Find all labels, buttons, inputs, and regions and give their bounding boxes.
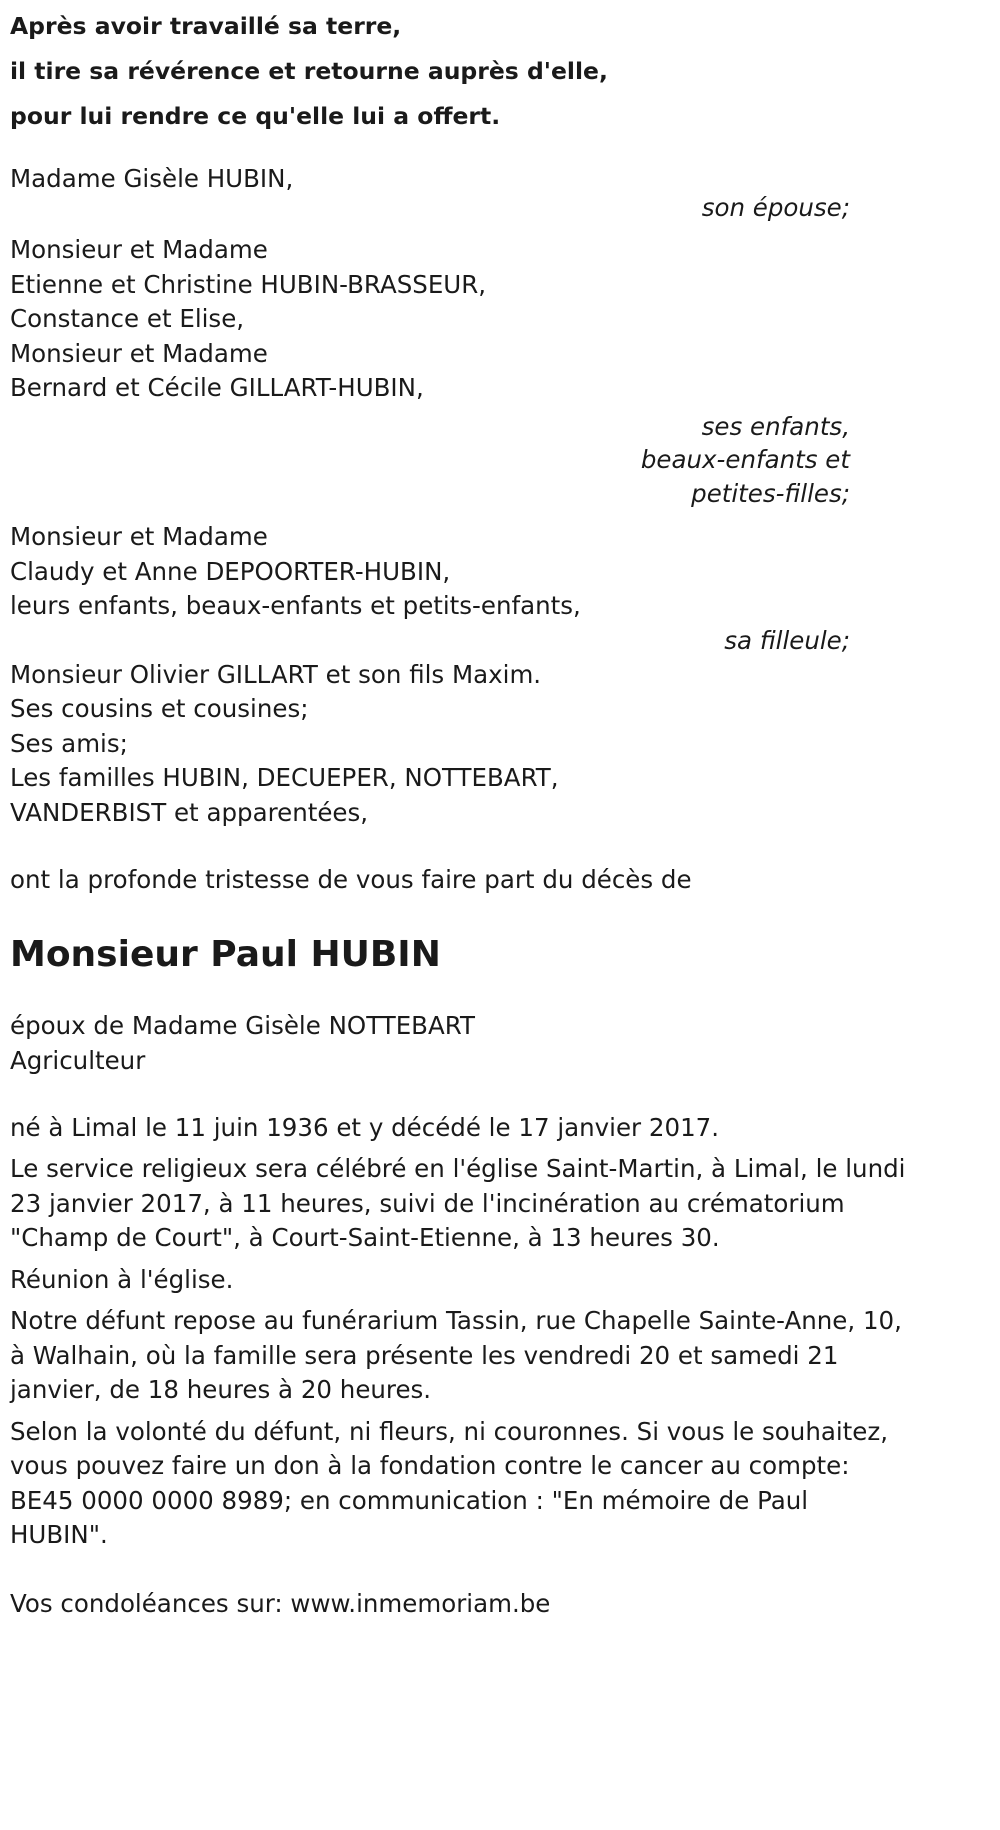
birth-death: né à Limal le 11 juin 1936 et y décédé le 17 janvier 2017. xyxy=(10,1113,720,1142)
paragraph-line: Le service religieux sera célébré en l'église Saint-Martin, à Limal, le lundi xyxy=(10,1154,906,1183)
family-line: Monsieur Olivier GILLART et son fils Maxim. xyxy=(10,659,542,689)
paragraph-line: janvier, de 18 heures à 20 heures. xyxy=(10,1375,432,1404)
epigraph xyxy=(10,0,990,139)
donation-paragraph xyxy=(10,1415,990,1553)
epigraph-line: Après avoir travaillé sa terre, xyxy=(10,12,402,40)
family-line: Monsieur et Madame xyxy=(10,522,268,551)
announcement: ont la profonde tristesse de vous faire part du décès de xyxy=(10,865,692,894)
epigraph-line: pour lui rendre ce qu'elle lui a offert. xyxy=(10,102,501,130)
deceased-occupation: Agriculteur xyxy=(10,1045,146,1075)
service-paragraph xyxy=(10,1152,990,1256)
paragraph-line: 23 janvier 2017, à 11 heures, suivi de l'incinération au crématorium xyxy=(10,1188,845,1218)
family-line: Monsieur et Madame xyxy=(10,338,268,368)
paragraph-line: BE45 0000 0000 8989; en communication : "En mémoire de Paul xyxy=(10,1485,809,1515)
deceased-spouse: époux de Madame Gisèle NOTTEBART xyxy=(10,1011,475,1040)
reunion: Réunion à l'église. xyxy=(10,1264,234,1294)
paragraph-line: à Walhain, où la famille sera présente les vendredi 20 et samedi 21 xyxy=(10,1340,839,1370)
paragraph-line: vous pouvez faire un don à la fondation contre le cancer au compte: xyxy=(10,1451,850,1480)
family-line: Monsieur et Madame xyxy=(10,235,268,264)
family-line: Ses amis; xyxy=(10,728,128,758)
family-line: Constance et Elise, xyxy=(10,304,245,333)
spouse-role: son épouse; xyxy=(701,193,850,222)
spouse-block xyxy=(10,161,990,225)
children-block xyxy=(10,233,990,510)
family-line: Claudy et Anne DEPOORTER-HUBIN, xyxy=(10,556,451,586)
epigraph-line: il tire sa révérence et retourne auprès d'elle, xyxy=(10,57,608,85)
spouse-name: Madame Gisèle HUBIN, xyxy=(10,164,294,193)
family-line: Les familles HUBIN, DECUEPER, NOTTEBART, xyxy=(10,763,559,792)
family-line: Etienne et Christine HUBIN-BRASSEUR, xyxy=(10,269,487,299)
family-line: leurs enfants, beaux-enfants et petits-enfants, xyxy=(10,591,581,620)
goddaughter-block xyxy=(10,520,990,658)
paragraph-line: HUBIN". xyxy=(10,1520,108,1549)
paragraph-line: Notre défunt repose au funérarium Tassin, rue Chapelle Sainte-Anne, 10, xyxy=(10,1306,902,1335)
paragraph-line: "Champ de Court", à Court-Saint-Etienne, à 13 heures 30. xyxy=(10,1223,720,1252)
family-line: VANDERBIST et apparentées, xyxy=(10,797,369,827)
goddaughter-role: sa filleule; xyxy=(724,625,850,655)
children-role: ses enfants, beaux-enfants et petites-filles; xyxy=(640,411,850,508)
condolences-link[interactable]: Vos condoléances sur: www.inmemoriam.be xyxy=(10,1588,551,1618)
funeral-home-paragraph xyxy=(10,1304,990,1408)
family-line: Bernard et Cécile GILLART-HUBIN, xyxy=(10,373,424,402)
others-block xyxy=(10,658,990,831)
paragraph-line: Selon la volonté du défunt, ni fleurs, ni couronnes. Si vous le souhaitez, xyxy=(10,1416,888,1446)
deceased-name: Monsieur Paul HUBIN xyxy=(10,934,441,975)
family-line: Ses cousins et cousines; xyxy=(10,694,309,723)
